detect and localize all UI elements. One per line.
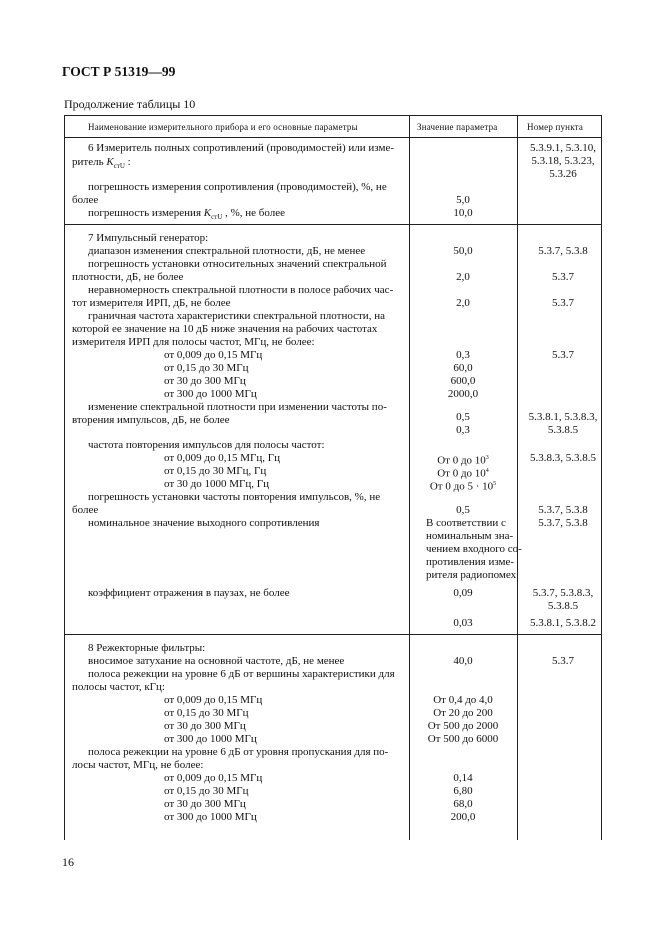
row-text: диапазон изменения спектральной плотности, дБ, не менее bbox=[88, 245, 366, 257]
row-text: от 0,15 до 30 МГц bbox=[164, 785, 249, 797]
value-cell: 200,0 bbox=[450, 811, 476, 823]
value-cell: От 20 до 200 bbox=[433, 707, 493, 719]
table-continuation-caption: Продолжение таблицы 10 bbox=[64, 97, 196, 111]
value-cell: От 500 до 6000 bbox=[427, 733, 499, 745]
clause-cell: 5.3.8.5 bbox=[547, 600, 579, 612]
clause-cell: 5.3.7 bbox=[552, 655, 574, 667]
value-cell: 0,03 bbox=[453, 617, 473, 629]
clause-cell: 5.3.9.1, 5.3.10, bbox=[530, 142, 596, 154]
value-cell: 2,0 bbox=[456, 271, 470, 283]
clause-cell: 5.3.18, 5.3.23, bbox=[531, 155, 595, 167]
clause-cell: 5.3.8.5 bbox=[547, 424, 579, 436]
row-text: плотности, дБ, не более bbox=[72, 271, 184, 283]
clause-cell: 5.3.7, 5.3.8.3, bbox=[532, 587, 594, 599]
clause-cell: 5.3.7, 5.3.8 bbox=[538, 504, 588, 516]
row-text: от 0,009 до 0,15 МГц bbox=[164, 772, 263, 784]
column-divider bbox=[517, 115, 518, 840]
standard-title: ГОСТ Р 51319—99 bbox=[62, 64, 176, 79]
value-cell: 5,0 bbox=[456, 194, 470, 206]
row-text: от 30 до 300 МГц bbox=[164, 375, 246, 387]
table-header-border bbox=[64, 137, 602, 138]
row-text: погрешность измерения сопротивления (проводимостей), %, не bbox=[88, 181, 387, 193]
clause-cell: 5.3.8.1, 5.3.8.2 bbox=[530, 617, 596, 629]
value-cell: рителя радиопомех bbox=[426, 569, 517, 581]
value-cell: 600,0 bbox=[450, 375, 476, 387]
clause-cell: 5.3.8.1, 5.3.8.3, bbox=[528, 411, 598, 423]
value-cell: 0,5 bbox=[456, 504, 470, 516]
value-cell: 2000,0 bbox=[447, 388, 479, 400]
row-text: от 300 до 1000 МГц bbox=[164, 388, 257, 400]
row-text: погрешность установки частоты повторения импульсов, %, не bbox=[88, 491, 381, 503]
value-cell: 50,0 bbox=[453, 245, 473, 257]
value-cell: В соответствии с bbox=[426, 517, 506, 529]
value-cell: 0,3 bbox=[456, 424, 470, 436]
clause-cell: 5.3.7, 5.3.8 bbox=[538, 245, 588, 257]
row-text: неравномерность спектральной плотности в полосе рабочих час- bbox=[88, 284, 394, 296]
value-cell: 0,5 bbox=[456, 411, 470, 423]
row-text: лосы частот, МГц, не более: bbox=[72, 759, 204, 771]
clause-cell: 5.3.26 bbox=[549, 168, 577, 180]
row-text: от 300 до 1000 МГц bbox=[164, 811, 257, 823]
row-text: от 0,009 до 0,15 МГц bbox=[164, 349, 263, 361]
row-text: более bbox=[72, 194, 99, 206]
section-divider bbox=[64, 634, 602, 635]
row-text: погрешность измерения $K_{стU}$ , %, не более bbox=[88, 207, 285, 222]
row-text: частота повторения импульсов для полосы частот: bbox=[88, 439, 325, 451]
row-text: от 0,009 до 0,15 МГц bbox=[164, 694, 263, 706]
row-text: коэффициент отражения в паузах, не более bbox=[88, 587, 290, 599]
value-cell: От 0 до $10^4$ bbox=[437, 467, 489, 480]
value-cell: 60,0 bbox=[453, 362, 473, 374]
row-text: измерителя ИРП для полосы частот, МГц, не более: bbox=[72, 336, 315, 348]
row-text: 6 Измеритель полных сопротивлений (проводимостей) или изме- bbox=[88, 142, 395, 154]
value-cell: От 0 до $10^3$ bbox=[437, 454, 489, 467]
value-cell: От 500 до 2000 bbox=[427, 720, 499, 732]
value-cell: От 0 до $5 \cdot 10^5$ bbox=[429, 480, 497, 493]
clause-cell: 5.3.7, 5.3.8 bbox=[538, 517, 588, 529]
row-text: от 30 до 300 МГц bbox=[164, 720, 246, 732]
row-text: от 30 до 300 МГц bbox=[164, 798, 246, 810]
row-text: полоса режекции на уровне 6 дБ от уровня пропускания для по- bbox=[88, 746, 389, 758]
column-header-value: Значение параметра bbox=[417, 122, 498, 132]
row-text: полосы частот, кГц: bbox=[72, 681, 165, 693]
clause-cell: 5.3.7 bbox=[552, 349, 574, 361]
clause-cell: 5.3.7 bbox=[552, 271, 574, 283]
value-cell: 2,0 bbox=[456, 297, 470, 309]
value-cell: 0,09 bbox=[453, 587, 473, 599]
table-top-border bbox=[64, 115, 602, 116]
row-text: полоса режекции на уровне 6 дБ от вершины характеристики для bbox=[88, 668, 395, 680]
row-text: более bbox=[72, 504, 99, 516]
row-text: от 0,15 до 30 МГц bbox=[164, 362, 249, 374]
value-cell: чением входного со- bbox=[426, 543, 522, 555]
table-left-border bbox=[64, 115, 65, 840]
row-text: номинальное значение выходного сопротивления bbox=[88, 517, 320, 529]
column-divider bbox=[409, 115, 410, 840]
clause-cell: 5.3.8.3, 5.3.8.5 bbox=[530, 452, 596, 464]
row-text: изменение спектральной плотности при изменении частоты по- bbox=[88, 401, 387, 413]
column-header-clause: Номер пункта bbox=[527, 122, 584, 132]
value-cell: 0,3 bbox=[456, 349, 470, 361]
value-cell: 68,0 bbox=[453, 798, 473, 810]
table-right-border bbox=[601, 115, 602, 840]
value-cell: От 0,4 до 4,0 bbox=[433, 694, 493, 706]
value-cell: 40,0 bbox=[453, 655, 473, 667]
page-number: 16 bbox=[62, 855, 74, 869]
row-text: которой ее значение на 10 дБ ниже значения на рабочих частотах bbox=[72, 323, 378, 335]
row-text: тот измерителя ИРП, дБ, не более bbox=[72, 297, 231, 309]
value-cell: 0,14 bbox=[453, 772, 473, 784]
row-text: вторения импульсов, дБ, не более bbox=[72, 414, 230, 426]
value-cell: 10,0 bbox=[453, 207, 473, 219]
row-text: 7 Импульсный генератор: bbox=[88, 232, 209, 244]
row-text: от 0,15 до 30 МГц bbox=[164, 707, 249, 719]
row-text: от 0,15 до 30 МГц, Гц bbox=[164, 465, 267, 477]
clause-cell: 5.3.7 bbox=[552, 297, 574, 309]
row-text: вносимое затухание на основной частоте, дБ, не менее bbox=[88, 655, 345, 667]
row-text: от 30 до 1000 МГц, Гц bbox=[164, 478, 270, 490]
row-text: погрешность установки относительных значений спектральной bbox=[88, 258, 387, 270]
row-text: 8 Режекторные фильтры: bbox=[88, 642, 206, 654]
row-text: от 0,009 до 0,15 МГц, Гц bbox=[164, 452, 281, 464]
row-text: ритель $K_{стU}$ : bbox=[72, 156, 131, 171]
row-text: граничная частота характеристики спектральной плотности, на bbox=[88, 310, 385, 322]
value-cell: номинальным зна- bbox=[426, 530, 514, 542]
column-header-name: Наименование измерительного прибора и его основные параметры bbox=[88, 122, 358, 132]
value-cell: противления изме- bbox=[426, 556, 515, 568]
value-cell: 6,80 bbox=[453, 785, 473, 797]
row-text: от 300 до 1000 МГц bbox=[164, 733, 257, 745]
